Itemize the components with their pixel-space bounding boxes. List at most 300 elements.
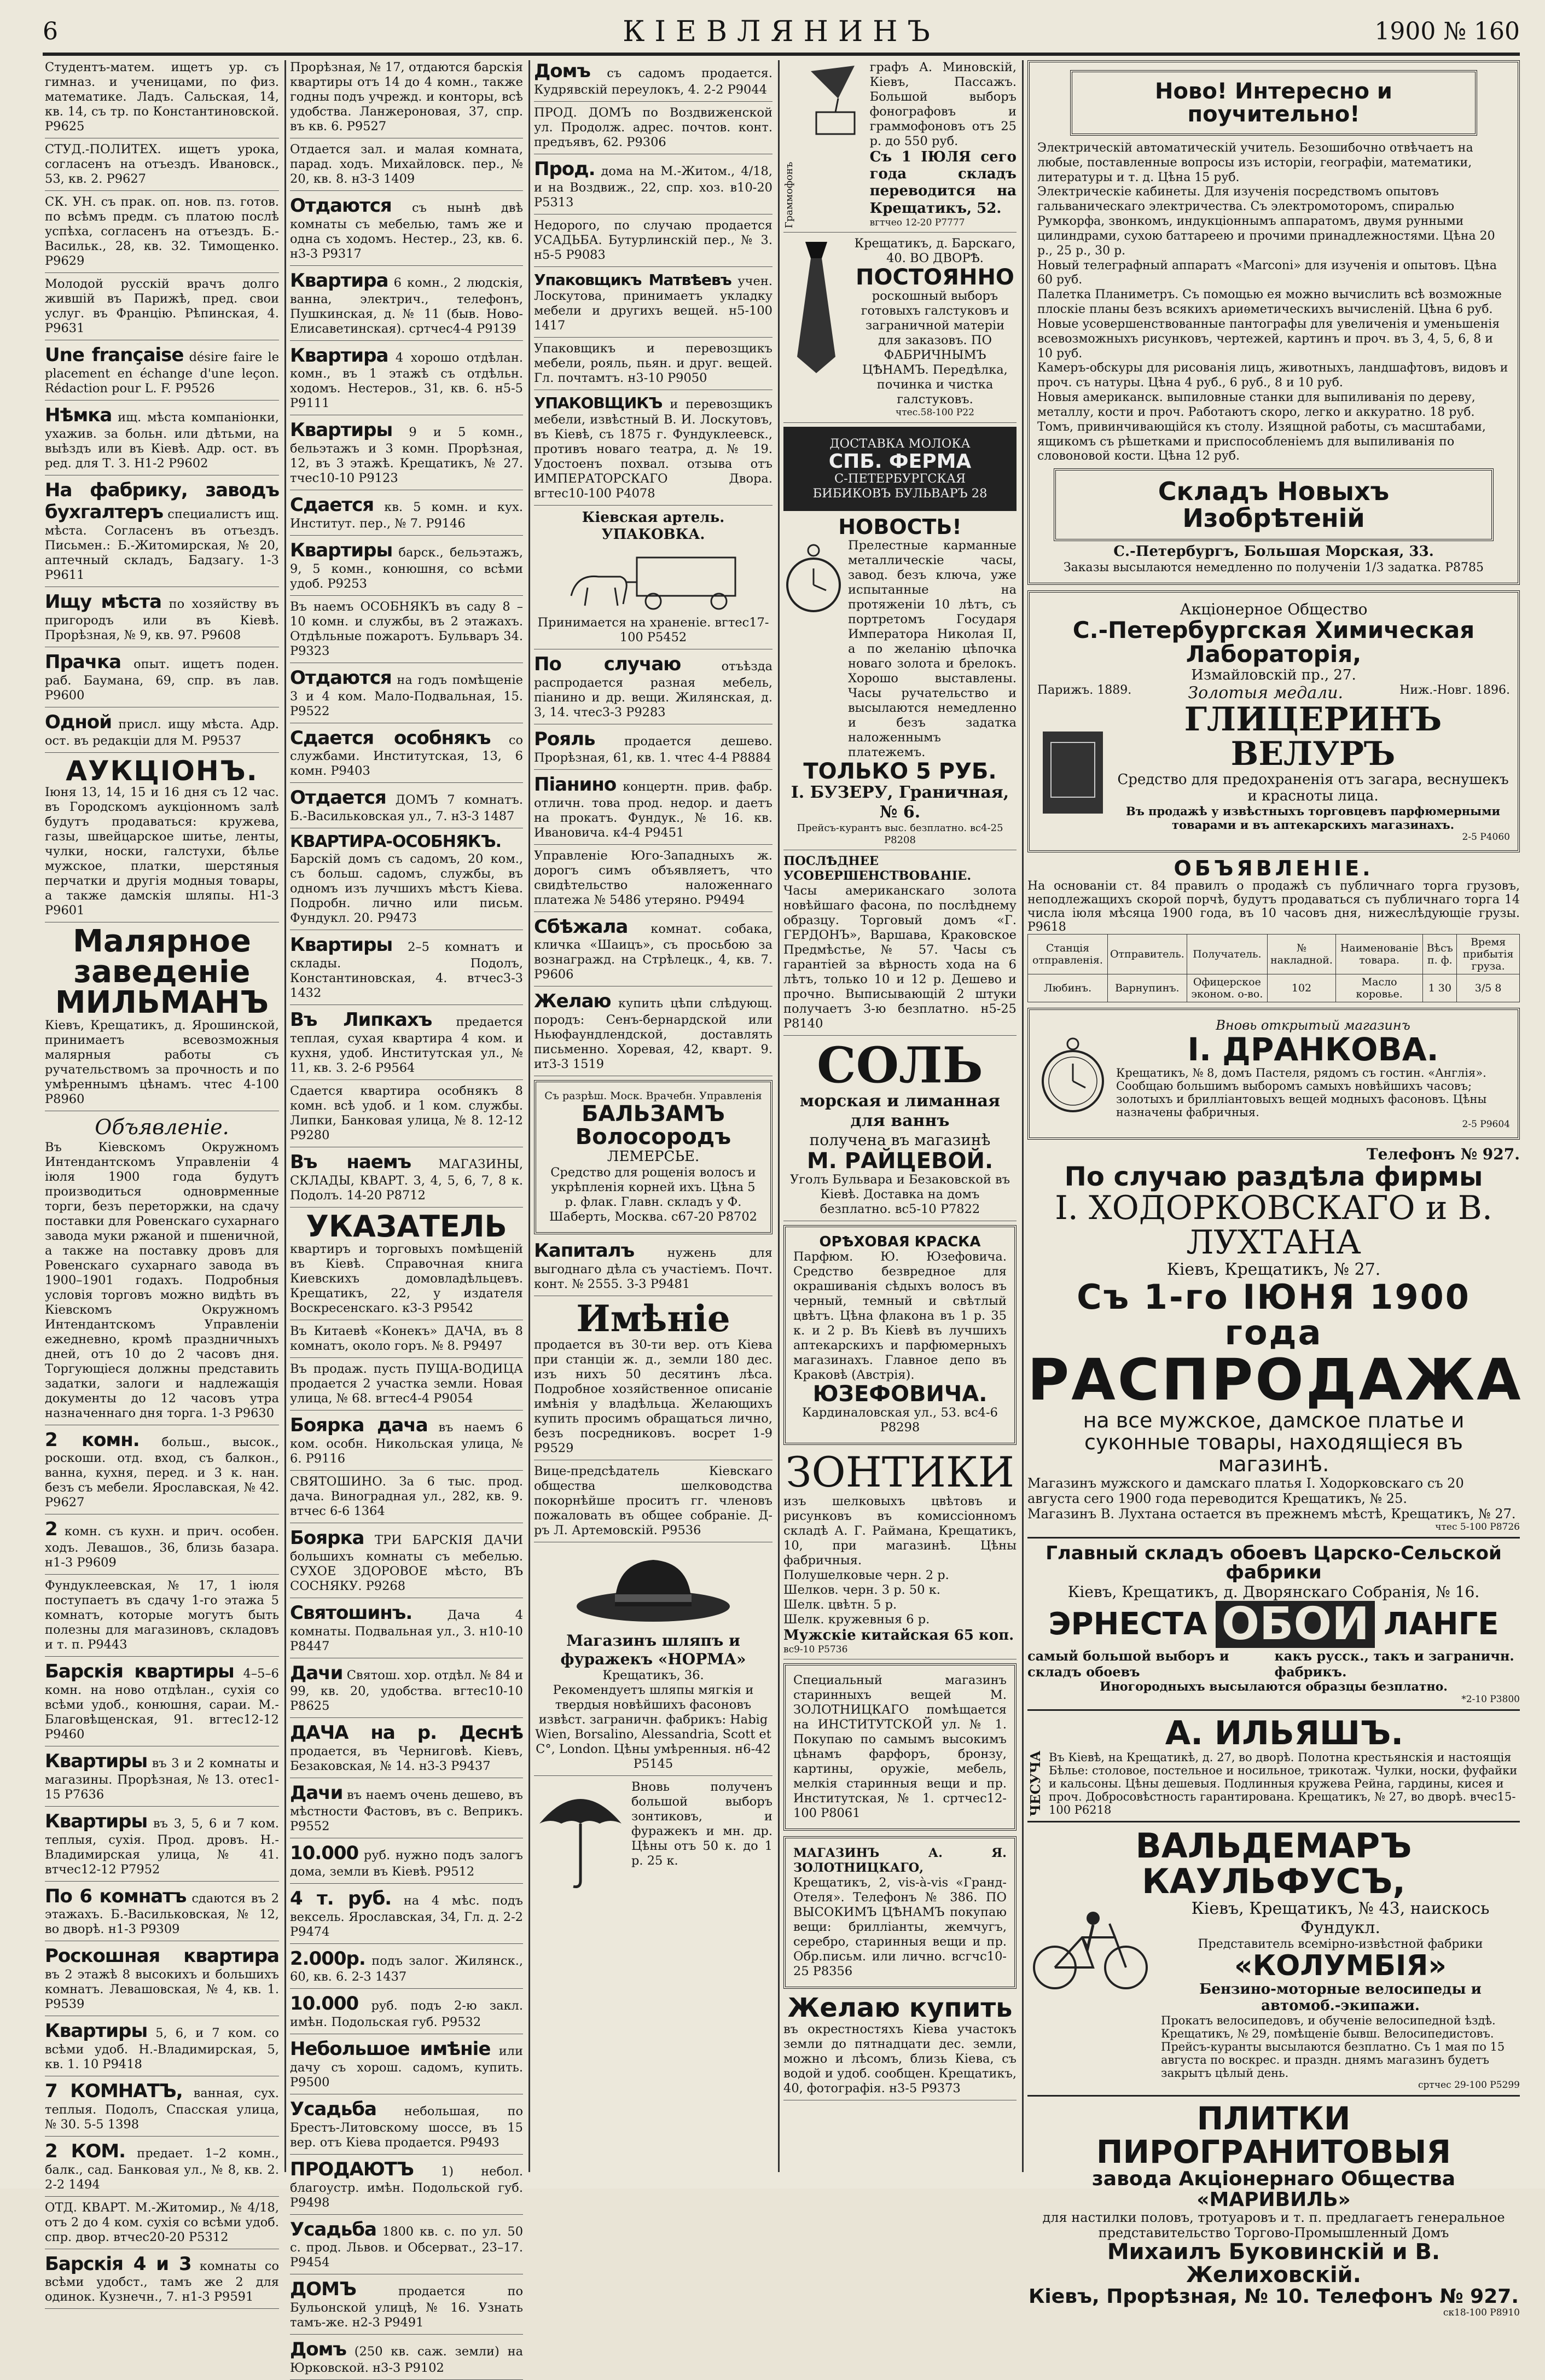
ad-code: *2-10 Р3800 — [1461, 1694, 1520, 1705]
classified-ad — [290, 539, 523, 596]
classified-ad — [290, 1527, 523, 1598]
ad-code: 2-5 Р4060 — [1462, 831, 1510, 843]
classified-ad — [290, 1009, 523, 1080]
ad-text: барск., бельэтажъ, 9, 5 комн., конюшня, со всѣми удоб. Р9253 — [290, 545, 523, 591]
classified-ad — [290, 1888, 523, 1944]
ad-code: чтес 5-100 Р8726 — [1435, 1521, 1520, 1533]
ad-text: въ 3 и 2 комнаты и магазины. Прорѣзная, № 13. отес1-15 Р7636 — [45, 1756, 279, 1802]
ad-text: Упаковщикъ и перевозщикъ мебели, рояль, пьян. и друг. вещей. Гл. почтамтъ. н3-10 Р9050 — [534, 341, 772, 386]
ad-code: 2-5 Р9604 — [1462, 1119, 1510, 1130]
ad-text: Дача 4 комнаты. Подвальная ул., 3. н10-10 Р8447 — [290, 1607, 524, 1653]
ad-text: роскошный выборъ готовыхъ галстуковъ и заграничной матеріи для заказовъ. ПО ФАБРИЧНЫМЪ ЦѢНАМЪ. Передѣлка, починка и чистка галстуковъ. — [861, 289, 1009, 407]
classified-ad — [534, 990, 772, 1076]
ad-heading: КВАРТИРА-ОСОБНЯКЪ. — [290, 832, 502, 852]
classified-ad — [534, 774, 772, 845]
linen-ad — [1027, 1716, 1520, 1822]
ad-heading: Упаковщикъ Матвѣевъ — [534, 270, 731, 289]
medal-year: Ниж.-Новг. 1896. — [1399, 683, 1510, 697]
product-box-illustration — [1037, 726, 1108, 819]
ad-heading: Квартиры — [290, 934, 393, 956]
ad-text: предается теплая, сухая квартира 4 ком. и кухня, удоб. Институтская ул., № 11, кв. 3. 2-6 Р9564 — [290, 1014, 523, 1075]
ad-text: ванная, сух. теплыя. Подолъ, Спасская улица, № 30. 5-5 1398 — [45, 2086, 280, 2132]
ad-code: чтес.58-100 Р22 — [896, 407, 974, 419]
ad-text: Въ Китаевѣ «Конекъ» ДАЧА, въ 8 комнатъ, около горъ. № 8. Р9497 — [290, 1324, 523, 1354]
watch-heading: НОВОСТЬ! — [838, 515, 962, 539]
ad-heading: Прод. — [534, 158, 595, 180]
ad-address: Кіевъ, Крещатикъ, № 27. — [1166, 1259, 1381, 1279]
ad-text: Представитель всемірно-извѣстной фабрики — [1198, 1937, 1483, 1952]
ad-text: ТРИ БАРСКІЯ ДАЧИ большихъ комнаты съ мебелью. СУХОЕ ЗДОРОВОЕ мѣсто, ВЪ СОСНЯКУ. Р9268 — [290, 1533, 523, 1593]
classified-ad — [290, 1842, 523, 1884]
ad-text: комнат. собака, кличка «Шаицъ», съ просьбою за вознагражд. на Стрѣлецк., 4, кв. 7. Р9606 — [534, 921, 773, 982]
ad-heading: Домъ — [534, 60, 590, 82]
umbrellas-ad — [783, 1447, 1017, 1659]
ad-text: концертн. прив. фабр. отличн. това прод. недор. и даетъ на прокатъ. Фундук., № 16. кв. Ивановича. к4-4 Р9451 — [534, 779, 772, 840]
ad-text: ОТД. КВАРТ. М.-Житомир., № 4/18, отъ 2 до 4 ком. сухія со всѣми удоб. спр. двор. втчес20-20 Р5312 — [45, 2200, 279, 2244]
ad-heading: Квартиры — [45, 1750, 148, 1773]
ad-text: Прелестные карманные металлическіе часы, завод. безъ ключа, уже испытанные на протяженіи 10 лѣтъ, съ портретомъ Государя Императора Николая II, а по желанію цѣпочка новаго золота и брелокъ. Хорошо выставлены. Часы ручательство и высылаются немедленно и безъ задатка наложеннымъ платежемъ. — [848, 538, 1017, 760]
ad-heading: Въ Липкахъ — [290, 1008, 432, 1031]
ad-text: Заказы высылаются немедленно по полученіи 1/3 задатка. Р8785 — [1063, 560, 1484, 574]
ad-text: Отдается зал. и малая комната, парад. ходъ. Михайловск. пер., № 20, кв. 8. н3-3 1409 — [290, 142, 523, 186]
milk-line: ДОСТАВКА МОЛОКА — [829, 436, 971, 451]
ad-heading: Дачи — [290, 1662, 343, 1684]
sale-ad — [1027, 1145, 1523, 1538]
ad-subtitle: Акціонерное Общество — [1180, 600, 1368, 619]
ad-text: 1800 кв. с. по ул. 50 с. прод. Львов. и Обсерват., 23–17. Р9454 — [290, 2224, 524, 2270]
table-cell: 102 — [1268, 974, 1336, 1002]
bicycle-illustration — [1027, 1899, 1153, 1992]
classified-ad — [290, 270, 523, 341]
ad-heading: Ищу мѣста — [45, 591, 162, 613]
ad-text: Святош. хор. отдѣл. № 84 и 99, кв. 20, удобства. вгтес10-10 Р8625 — [290, 1668, 523, 1714]
packing-artel-ad — [534, 509, 772, 649]
ad-text: Вице-предсѣдатель Кіевскаго общества шелководства покорнѣйше проситъ гг. членовъ пожаловать въ общее собраніе. Д-ръ Л. Артемовскій. Р9536 — [534, 1464, 772, 1538]
ad-heading: Усадьба — [290, 2098, 376, 2121]
classified-ad — [290, 787, 523, 828]
ad-text: Средство для рощенія волосъ и укрѣпленія корней ихъ. Цѣна 5 р. флак. Главн. складъ у Ф. Шаберть, Москва. с67-20 Р8702 — [549, 1165, 757, 1224]
glycerin-product-name: ГЛИЦЕРИНЪ ВЕЛУРЪ — [1184, 700, 1442, 773]
ad-heading: Квартира — [290, 269, 388, 292]
ad-text: руб. нужно подъ залогъ дома, земли въ Кіевѣ. Р9512 — [290, 1848, 523, 1879]
auction-ad — [45, 754, 279, 923]
classified-ad — [45, 2201, 279, 2249]
ad-heading: Квартиры — [45, 2020, 148, 2042]
ad-heading: 10.000 — [290, 1842, 359, 1865]
ad-heading: Отдается — [290, 787, 386, 809]
table-row — [1028, 974, 1520, 1002]
price-line: Полушелковые черн. 2 р. — [783, 1568, 949, 1582]
watch-store-ad — [1027, 1008, 1520, 1140]
sale-firm-name: І. ХОДОРКОВСКАГО и В. ЛУХТАНА — [1055, 1188, 1492, 1262]
ad-text: Палетка Планиметръ. Съ помощью ея можно вычислить всѣ возможные плоскіе планы безъ всякихъ ариѳметическихъ вычисленій. Цѣна 6 руб. — [1037, 288, 1502, 317]
ad-heading: 10.000 — [290, 1993, 359, 2015]
classified-ad — [534, 849, 772, 912]
ad-subtitle: Крещатикъ, 36. — [602, 1668, 704, 1683]
ad-text: въ наемъ 6 ком. особн. Никольская улица, № 6. Р9116 — [290, 1420, 523, 1466]
milk-delivery-ad — [783, 427, 1017, 512]
ad-text: Недорого, по случаю продается УСАДЬБА. Бутурлинскій пер., № 3. н5-5 Р9083 — [534, 218, 772, 262]
tie-shop-heading: ПОСТОЯННО — [856, 265, 1014, 291]
estate-ad — [534, 1297, 772, 1460]
column-divider — [284, 60, 286, 2172]
ad-text: кв. 5 комн. и кух. Институт. пер., № 7. Р9146 — [290, 500, 523, 531]
milk-address: БИБИКОВЪ БУЛЬВАРЪ 28 — [812, 486, 988, 501]
classified-ad — [534, 271, 772, 338]
dran-heading: І. ДРАНКОВА. — [1187, 1031, 1439, 1069]
column-5 — [1027, 60, 1523, 2319]
paint-shop-heading: Малярное заведеніе МИЛЬМАНЪ — [55, 924, 269, 1021]
ad-text: квартиръ и торговыхъ помѣщеній въ Кіевѣ. Справочная книга Киевскихъ домовладѣльцевъ. Крещатикъ, 22, у издателя Воскресенскаго. к3-3 Р9542 — [290, 1242, 523, 1316]
hair-dye-ad — [783, 1225, 1017, 1445]
ad-text: Магазинъ мужского и дамскаго платья І. Ходорковскаго съ 20 августа сего 1900 года переводится Крещатикъ, № 25. — [1027, 1475, 1464, 1506]
classified-ad — [45, 344, 279, 400]
ad-text: Магазинъ В. Лухтана остается въ прежнемъ мѣстѣ, Крещатикъ, № 27. — [1027, 1506, 1516, 1522]
bicycle-ad — [1027, 1828, 1520, 2097]
ad-text: въ 2 этажѣ 8 высокихъ и большихъ комнатъ. Левашовская, № 4, кв. 1. Р9539 — [45, 1967, 279, 2012]
ad-text: Вновь полученъ большой выборъ зонтиковъ, и фуражекъ и мн. др. Цѣны отъ 50 к. до 1 р. 25 к. — [631, 1780, 772, 1868]
hat-shop-heading: Магазинъ шляпъ и фуражекъ «НОРМА» — [560, 1632, 746, 1668]
ad-text: на 4 мѣс. подъ вексель. Ярославская, 34, Гл. д. 2-2 Р9474 — [290, 1893, 523, 1939]
ad-text: Принимается на храненіе. вгтес17-100 Р5452 — [537, 616, 769, 645]
hair-dye-heading: ОРѢХОВАЯ КРАСКА — [819, 1233, 981, 1250]
sale-line: на все мужское, дамское платье и суконные товары, находящіеся въ магазинѣ. — [1083, 1408, 1465, 1476]
wallpaper-brand: ЭРНЕСТА — [1048, 1606, 1207, 1642]
pocket-watch-icon — [783, 538, 844, 615]
column-4 — [783, 60, 1017, 2172]
ad-heading: Боярка — [290, 1527, 364, 1549]
pocket-watch-icon — [1037, 1033, 1108, 1115]
classified-ad — [45, 479, 279, 588]
ad-text: со службами. Институтская, 13, 6 комн. Р9403 — [290, 733, 523, 779]
ad-text: Рекомендуетъ шляпы мягкія и твердыя новѣйшихъ фасоновъ извѣст. заграничн. фабрикъ: Habig Wien, Borsalino, Alessandria, Scott et C°, London. Цѣны умѣренныя. н6-42 Р5145 — [535, 1683, 771, 1772]
tiles-firm-name: Михаилъ Буковинскій и В. Желиховскій. — [1107, 2239, 1441, 2288]
classified-ad — [45, 591, 279, 647]
classified-ad — [290, 1362, 523, 1410]
ad-text: Средство для предохраненія отъ загара, веснушекъ и красноты лица. — [1117, 771, 1509, 804]
ad-heading: Усадьба — [290, 2218, 376, 2240]
medal-year: Парижъ. 1889. — [1037, 683, 1132, 697]
ad-heading: Домъ — [290, 2338, 346, 2361]
milk-line: С-ПЕТЕРБУРГСКАЯ — [834, 472, 966, 486]
ad-heading: Прачка — [45, 651, 121, 673]
ad-heading: 4 т. руб. — [290, 1887, 392, 1909]
ad-text: 6 комн., 2 людскія, ванна, электрич., телефонъ, Пушкинская, д. № 11 (быв. Ново-Елисаветинская). сртчес4-4 Р9139 — [290, 275, 523, 336]
gramophone-label: Граммофонъ — [783, 161, 795, 229]
classified-ad — [290, 2158, 523, 2215]
salt-ad — [783, 1036, 1017, 1221]
classified-ad — [290, 142, 523, 191]
ad-heading: Дачи — [290, 1782, 343, 1804]
ad-text: отъѣзда распродается разная мебель, піанино и др. вещи. Жилянская, д. 3, 14. чтес3-3 Р9283 — [534, 659, 772, 719]
ad-text: Въ Кіевскомъ Окружномъ Интендантскомъ Управленіи 4 іюля 1900 года будутъ производиться одноврменные торги, безъ переторжки, на сдачу поставки для Ровенскаго сухарнаго завода муки ржаной и пшеничной, а также на поставку дровъ для Ровенскаго сухарнаго завода въ 1900–1901 годахъ. Подробныя условія торговъ можно видѣть въ Кіевскомъ Окружномъ Интендантскомъ Управленіи ежедневно, кромѣ праздничныхъ дней, отъ 10 до 2 часовъ дня. Торгующіеся должны представить задатки, залоги и надлежащія документы до 12 часовъ утра назначеннаго дня торга. 1-3 Р9630 — [45, 1140, 279, 1420]
ad-text: Прорѣзная, № 17, отдаются барскія квартиры отъ 14 до 4 комн., также годны подъ учрежд. и конторы, всѣ удобства. Ланжероновая, 37, спр. въ кв. 6. Р9527 — [290, 60, 523, 133]
classified-ad — [290, 1602, 523, 1658]
ad-heading: По случаю — [534, 653, 681, 676]
classified-ad — [290, 195, 523, 266]
ad-text: и перевозщикъ мебели, извѣстный В. И. Лоскутовъ, въ Кіевѣ, съ 1875 г. Фундуклеевск., противъ новаго театра, д. № 19. Удостоенъ похвал. отзыва отъ ИМПЕРАТОРСКАГО Двора. вгтес10-100 Р4078 — [534, 397, 772, 501]
ad-text: сдаются въ 2 этажахъ. Б.-Васильковская, № 12, во дворѣ. н1-3 Р9309 — [45, 1891, 280, 1937]
directory-ad — [290, 1211, 523, 1321]
classified-ad — [45, 651, 279, 707]
classified-ad — [534, 218, 772, 267]
sale-date: Съ 1-го ІЮНЯ 1900 года — [1077, 1276, 1471, 1352]
ad-code: сртчес 29-100 Р5299 — [1418, 2080, 1520, 2091]
ad-heading: Кіевская артель. УПАКОВКА. — [582, 509, 725, 543]
ad-heading: Капиталъ — [534, 1240, 635, 1262]
ad-text: Іюня 13, 14, 15 и 16 дня съ 12 час. въ Городскомъ аукціонномъ залѣ будутъ продаваться: кружева, газы, швейцарское шитье, ленты, чулки, носки, галстухи, бѣлье мужское, платки, шерстяныя перчатки и другія модныя товары, а также дамскія шляпы. Н1-3 Р9601 — [45, 785, 279, 918]
wallpaper-brand: ЛАНГЕ — [1383, 1606, 1499, 1642]
directory-heading: УКАЗАТЕЛЬ — [306, 1209, 507, 1244]
classified-ad — [290, 1722, 523, 1778]
tiles-line: завода Акціонернаго Общества «МАРИВИЛЬ» — [1091, 2167, 1456, 2211]
land-wanted-heading: Желаю купить — [787, 1993, 1013, 2024]
ad-subtitle: Вновь открытый магазинъ — [1216, 1018, 1410, 1034]
classified-ad — [45, 1885, 279, 1942]
classified-ad — [45, 1750, 279, 1807]
classified-ad — [290, 494, 523, 536]
ad-text: изъ шелковыхъ цвѣтовъ и рисунковъ въ комиссіонномъ складѣ А. Г. Раймана, Крещатикъ, 10, при магазинѣ. Цѣны фабричныя. — [783, 1494, 1017, 1568]
ad-text: въ окрестностяхъ Кіева участокъ земли до пятнадцати дес. земли, можно и лѣсомъ, близь Кіева, съ водой и удоб. сообщен. Крещатикъ, 40, фотографія. н3-5 Р9373 — [783, 2022, 1017, 2095]
ad-text: въ 3, 5, 6 и 7 ком. теплыя, сухія. Прод. дровъ. Н.-Владимирская улица, № 41. втчес12-12 Р7952 — [45, 1816, 280, 1877]
classified-ad — [45, 60, 279, 138]
ad-text: Фундуклеевская, № 17, 1 іюля поступаетъ въ сдачу 1-го этажа 5 комнатъ, которые могутъ быть полезны для магазиновъ, складовъ и т. п. Р9443 — [45, 1578, 279, 1652]
umbrella-illustration — [534, 1780, 627, 1889]
ad-text: Томъ, привинчивающійся къ столу. Изящной работы, съ масштабами, ящикомъ съ рѣшетками и приспособленіемъ для выпиливанія по словоновой кости. Цѣна 12 руб. — [1037, 420, 1486, 463]
ad-text: Студентъ-матем. ищетъ ур. съ гимназ. и ученицами, по физ. математике. Ладъ. Сальская, 14, кв. 14, съ тр. по Константиновской. Р9625 — [45, 60, 279, 133]
tie-illustration — [783, 236, 849, 379]
classified-ad — [45, 1518, 279, 1575]
ad-text: 1) небол. благоустр. имѣн. Подольской губ. Р9498 — [290, 2164, 523, 2210]
ad-text: графъ А. Миновскій, Кіевъ, Пассажъ. Большой выборъ фонографовъ и граммофоновъ отъ 25 р. до 550 руб. — [869, 60, 1017, 148]
ad-text: Часы американскаго золота новѣйшаго фасона, по послѣднему образцу. Торговый домъ «Г. ГЕРДОНЪ», Варшава, Краковское Предмѣстье, № 57. Часы съ гарантіей за вѣрность хода на 6 лѣтъ, только 10 и 12 р. Дешево и прочно. Выписывающій 2 штуки получаетъ 3-ю безплатно. н5-25 Р8140 — [783, 884, 1017, 1031]
column-divider — [1022, 60, 1024, 2172]
classified-ad — [290, 2098, 523, 2155]
ad-text: специалистъ ищ. мѣста. Согласенъ въ отъездъ. Письмен.: Б.-Житомирская, № 20, аптечный складъ, Бадзагу. 1-3 Р9611 — [45, 507, 279, 583]
sale-heading: РАСПРОДАЖА — [1027, 1346, 1523, 1413]
classified-ad — [290, 1475, 523, 1523]
hat-shop-ad — [534, 1546, 772, 1776]
ad-text: для настилки половъ, тротуаровъ и т. п. предлагаетъ генеральное представительство Торгово-Промышленный Домъ — [1042, 2210, 1505, 2241]
classified-ad — [45, 142, 279, 191]
ad-text: продается дешево. Прорѣзная, 61, кв. 1. чтес 4-4 Р8884 — [534, 734, 772, 765]
ad-heading: ДОМЪ — [290, 2278, 356, 2301]
balsam-ad — [534, 1080, 772, 1234]
classified-ad — [290, 600, 523, 663]
ad-heading: Сбѣжала — [534, 915, 628, 938]
header-rule — [43, 53, 1520, 56]
ad-text: учен. Лоскутова, принимаетъ укладку мебели и другихъ вещей. н5-100 1417 — [534, 274, 772, 333]
inventions-store-name: Складъ Новыхъ Изобрѣтеній — [1054, 468, 1494, 541]
ad-text: (250 кв. саж. земли) на Юрковской. н3-3 Р9102 — [290, 2344, 523, 2375]
table-header: Получатель. — [1187, 934, 1267, 974]
ad-heading: Сдается — [290, 494, 374, 516]
classified-ad — [290, 2219, 523, 2275]
wallpaper-ad — [1027, 1544, 1520, 1711]
umbrella-ad — [534, 1780, 772, 1893]
table-cell: Варнупинъ. — [1107, 974, 1187, 1002]
ad-text: Новые усовершенствованные пантографы для увеличенія и уменьшенія всевозможныхъ рисунковъ, чертежей, картинъ и проч. въ 3, 4, 5, 6, 8 и 10 руб. — [1037, 317, 1500, 361]
classified-ad — [290, 1151, 523, 1208]
table-cell: Любинъ. — [1028, 974, 1108, 1002]
ad-text: Новый телеграфный аппаратъ «Marconi» для изученія и опытовъ. Цѣна 60 руб. — [1037, 258, 1497, 287]
ad-text: Управленіе Юго-Западныхъ ж. дорогъ симъ объявляетъ, что свидѣтельство наложеннаго платежа № 5486 утеряно. Р9494 — [534, 848, 772, 907]
ad-code: вс9-10 Р5736 — [783, 1644, 848, 1655]
cargo-sale-notice — [1027, 858, 1520, 1003]
ad-text: предает. 1–2 комн., балк., сад. Банковая ул., № 8, кв. 2. 2-2 1494 — [45, 2146, 279, 2192]
watch-ad — [783, 516, 1017, 850]
ad-address: Крещатикъ, д. Барскаго, 40. ВО ДВОРѢ. — [854, 236, 1016, 266]
ad-subtitle: Съ разрѣш. Моск. Врачебн. Управленія — [544, 1090, 762, 1102]
umbrellas-heading: ЗОНТИКИ — [786, 1447, 1014, 1496]
table-header: Отправитель. — [1107, 934, 1187, 974]
ad-heading: Квартиры — [290, 419, 393, 442]
classified-ad — [45, 1661, 279, 1746]
classified-ad — [534, 653, 772, 724]
ad-text: Уголъ Бульвара и Безаковской въ Кіевѣ. Доставка на домъ безплатно. вс5-10 Р7822 — [789, 1172, 1010, 1216]
classified-ad — [534, 341, 772, 390]
ad-text: руб. подъ 2-ю закл. имѣн. Подольская губ. Р9532 — [290, 1999, 523, 2030]
ad-heading: Отдаются — [290, 666, 392, 689]
ad-text: Электрическій автоматическій учитель. Безошибочно отвѣчаетъ на любые, поставленные вопросы изъ исторіи, географіи, математики, литературы и т. д. Цѣна 15 руб. — [1037, 141, 1473, 184]
ad-heading: Квартира — [290, 344, 388, 367]
tiles-ad — [1027, 2102, 1520, 2318]
ad-text: по хозяйству въ пригородъ или въ Кіевѣ. Прорѣзная, № 9, кв. 97. Р9608 — [45, 597, 280, 642]
ad-address: Кардиналовская ул., 53. вс4-6 Р8298 — [802, 1405, 998, 1435]
table-header: Вѣсъ п. ф. — [1423, 934, 1457, 974]
ad-heading: Сдается особнякъ — [290, 727, 491, 749]
classified-ad — [534, 106, 772, 154]
table-cell: 1 30 — [1423, 974, 1457, 1002]
classified-ad — [290, 2338, 523, 2380]
ad-text: Въ продажѣ у извѣстныхъ торговцевъ парфюмерными товарами и въ аптекарскихъ магазинахъ. — [1125, 804, 1501, 832]
ad-text: Камеръ-обскуры для рисованія лицъ, животныхъ, ландшафтовъ, видовъ и проч. съ натуры. Цѣна 4 руб., 6 руб., 8 и 10 руб. — [1037, 361, 1508, 390]
ad-text: комнаты со всѣми удобст., тамъ же 2 для одинок. Кузнечн., 7. н1-3 Р9591 — [45, 2259, 279, 2304]
column-divider — [778, 60, 780, 2172]
ad-heading: Піанино — [534, 773, 617, 796]
ad-text: небольшая, по Брестъ-Литовскому шоссе, въ 15 вер. отъ Кіева продается. Р9493 — [290, 2104, 523, 2150]
ad-address: Кіевъ, Прорѣзная, № 10. Телефонъ № 927. — [1028, 2285, 1519, 2308]
ad-text: Новыя американск. выпиловные станки для выпиливанія по дереву, металлу, кости и проч. Работаютъ скоро, легко и аккуратно. 18 руб. — [1037, 391, 1476, 419]
cargo-table — [1027, 934, 1520, 1002]
table-header: Время прибытія груза. — [1457, 934, 1520, 974]
classified-ad — [290, 727, 523, 783]
ad-text: Специальный магазинъ старинныхъ вещей М. ЗОЛОТНИЦКАГО помѣщается на ИНСТИТУТСКОЙ ул. № 1. Покупаю по самымъ высокимъ цѣнамъ фарфоръ, бронзу, картины, оружіе, мебель, мелкія старинныя вещи и пр. Институтская, № 1. сртчес12-100 Р8061 — [793, 1673, 1007, 1821]
ad-text: 9 и 5 комн., бельэтажъ и 3 комн. Прорѣзная, 12, въ 3 этажѣ. Крещатикъ, № 27. тчес10-10 Р9123 — [290, 425, 523, 486]
ad-subtitle: получена въ магазинѣ — [809, 1130, 991, 1149]
classified-ad — [290, 2038, 523, 2094]
ad-text: ищ. мѣста компаніонки, ухажив. за больн. или дѣтьми, на выѣздъ или въ Кіевѣ. Адр. ост. въ ред. для Т. З. Н1-2 Р9602 — [45, 410, 280, 471]
price-emphasis: Мужскіе китайская 65 коп. — [783, 1627, 1014, 1644]
classified-ad — [45, 195, 279, 273]
estate-heading: Имѣніе — [576, 1297, 730, 1340]
ad-heading: Квартиры — [290, 539, 393, 561]
ad-text: désire faire le placement en échange d'une leçon. Rédaction pour L. F. Р9526 — [45, 350, 280, 396]
wallpaper-line: Главный складъ обоевъ Царско-Сельской фабрики — [1046, 1542, 1502, 1584]
ad-heading: Отдаются — [290, 195, 392, 217]
price-line: Шелк. цвѣтн. 5 р. — [783, 1597, 897, 1612]
ad-text: дома на М.-Житом., 4/18, и на Воздвиж., 22, спр. хоз. в10-20 Р5313 — [534, 164, 772, 210]
classified-ad — [290, 1324, 523, 1358]
ad-text: больш., высок., роскоши. отд. вход, съ балкон., ванна, кухня, перед. и 3 к. нан. безъ съ мебели. Ярославская, № 42. Р9627 — [45, 1435, 279, 1510]
classified-ad — [290, 1993, 523, 2034]
classified-ad — [534, 158, 772, 214]
ad-text: 4–5–6 комн. на ново отдѣлан., сухія со всѣми удоб., конюшня, сараи. М.-Благовѣщенская, 91. вгтес12-12 Р9460 — [45, 1667, 279, 1742]
paint-shop-ad — [45, 926, 279, 1111]
classified-ad — [290, 1948, 523, 1989]
classified-ad — [45, 2080, 279, 2137]
ad-code: Прейсъ-курантъ выс. безплатно. вс4-25 Р8208 — [797, 822, 1003, 846]
ad-address: Измайловскій пр., 27. — [1191, 666, 1356, 683]
page-number: 6 — [43, 18, 58, 45]
ad-subtitle: ЛЕМЕРСЬЕ. — [607, 1148, 700, 1165]
antique-shop-ad — [783, 1663, 1017, 1831]
column-1 — [45, 60, 280, 2304]
ad-text: съ нынѣ двѣ комнаты съ мебелью, тамъ же и одна съ ходомъ. Нестер., 23, кв. 6. н3-3 Р9317 — [290, 201, 524, 261]
balsam-heading: БАЛЬЗАМЪ Волосородъ — [575, 1101, 731, 1150]
ad-text: присл. ищу мѣста. Адр. ост. въ редакціи для М. Р9537 — [45, 717, 280, 748]
classified-ad — [534, 60, 772, 102]
ad-code: вгтчео 12-20 Р7777 — [869, 217, 965, 228]
horse-wagon-illustration — [555, 547, 752, 612]
tie-shop-ad — [783, 236, 1017, 422]
classified-ad — [290, 345, 523, 416]
ad-text: СТУД.-ПОЛИТЕХ. ищетъ урока, согласенъ на отъездъ. Ивановск., 53, кв. 2. Р9627 — [45, 142, 279, 186]
ad-text: или дачу съ хорош. садомъ, купить. Р9500 — [290, 2044, 524, 2090]
bicycle-brand: «КОЛУМБІЯ» — [1234, 1949, 1447, 1983]
ad-heading: Въ наемъ — [290, 1151, 411, 1173]
classified-ad — [534, 728, 772, 770]
classified-ad — [45, 1945, 279, 2016]
table-header: Станція отправленія. — [1028, 934, 1108, 974]
inventions-heading: Ново! Интересно и поучительно! — [1070, 70, 1477, 136]
table-cell: Офицерское эконом. о-во. — [1187, 974, 1267, 1002]
classified-ad — [45, 2020, 279, 2076]
newspaper-title: КІЕВЛЯНИНЪ — [623, 15, 940, 48]
ad-heading: 2 — [45, 1518, 57, 1541]
column-3 — [534, 60, 772, 2172]
hat-illustration — [571, 1546, 735, 1628]
ad-text: ПРОД. ДОМЪ по Воздвиженской ул. Продолж. адрес. почтов. конт. предъявъ, 62. Р9306 — [534, 105, 772, 149]
classified-ad — [45, 277, 279, 340]
ad-text: Крещатикъ, 2, vis-à-vis «Гранд-Отеля». Телефонъ № 386. ПО ВЫСОКИМЪ ЦѢНАМЪ покупаю вещи: брилліанты, жемчугъ, серебро, старинныя вещи и пр. Обр.письм. или лично. всгчс10-25 Р8356 — [793, 1876, 1007, 1979]
ad-heading: Барскія 4 и 3 — [45, 2253, 191, 2275]
ad-text: комн. съ кухн. и прич. особен. ходъ. Левашов., 36, близь базара. н1-3 Р9609 — [45, 1524, 279, 1570]
milk-farm-name: СПБ. ФЕРМА — [828, 450, 972, 473]
ad-text: Иногородныхъ высылаются образцы безплатно. — [1100, 1680, 1448, 1694]
jeweler-ad — [783, 1836, 1017, 1989]
ad-heading: Одной — [45, 711, 112, 733]
classified-ad — [290, 1084, 523, 1147]
ad-text: Бензино-моторные велосипеды и автомоб.-экипажи. — [1199, 1981, 1482, 2015]
ad-heading: Боярка дача — [290, 1414, 428, 1437]
classified-ad — [45, 2140, 279, 2197]
sale-line: По случаю раздѣла фирмы — [1064, 1162, 1483, 1193]
classified-ad — [290, 2278, 523, 2335]
ad-heading: МАГАЗИНЪ А. Я. ЗОЛОТНИЦКАГО, — [793, 1846, 1007, 1876]
ad-text: Кіевъ, Крещатикъ, д. Ярошинской, принимаетъ всевозможныя малярныя работы съ ручательствомъ за прочность и по умѣреннымъ цѣнамъ. чтес 4-100 Р8960 — [45, 1018, 279, 1107]
wallpaper-heading: ОБОИ — [1216, 1601, 1375, 1648]
salt-heading: СОЛЬ — [817, 1036, 983, 1095]
classified-ad — [290, 934, 523, 1005]
lab-heading: С.-Петербургская Химическая Лабораторія, — [1072, 617, 1475, 668]
ad-text: Электрическіе кабинеты. Для изученія посредствомъ опытовъ гальваническаго электричества. Съ электромоторомъ, спиралью Румкорфа, звонкомъ, индукціоннымъ аппаратомъ, двумя рунными цилиндрами, сухою баттареею и прочими принадлежностями. Цѣна 20 р., 25 р., 30 р. — [1037, 185, 1495, 258]
linen-heading: А. ИЛЬЯШЪ. — [1165, 1714, 1404, 1753]
page-header — [43, 14, 1520, 53]
hair-dye-brand: ЮЗЕФОВИЧА. — [812, 1381, 988, 1407]
watch-improvement-ad — [783, 854, 1017, 1036]
price-line: Шелк. кружевныя 6 р. — [783, 1612, 930, 1627]
